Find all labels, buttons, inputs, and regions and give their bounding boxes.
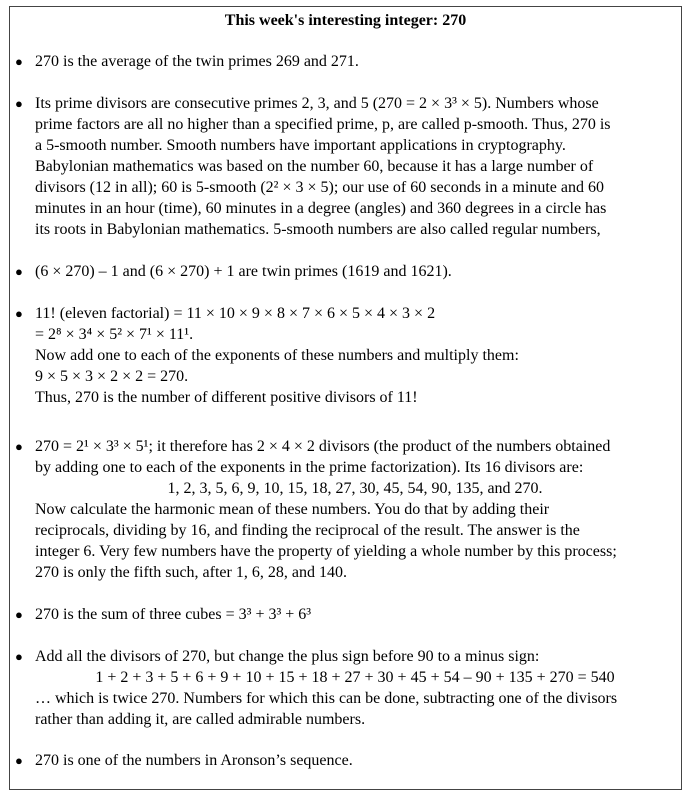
bullet-icon: ● [15,264,23,279]
bullet-icon: ● [15,96,23,111]
list-item: ● (6 × 270) – 1 and (6 × 270) + 1 are twin primes (1619 and 1621). [15,263,452,280]
list-item: ● 270 is the sum of three cubes = 3³ + 3³ + 6³ [15,606,312,623]
bullet-icon: ● [15,649,23,664]
list-item: ● 11! (eleven factorial) = 11 × 10 × 9 × 8 × 7 × 6 × 5 × 4 × 3 × 2 = 2⁸ × 3⁴ × 5² × 7¹ × 11¹. Now add one to each of the exponents of these numbers and multiply them: 9 × 5 × 3 × 2 × 2 = 270. Thus, 270 is the number of different positive divisors of 11! [15,305,519,406]
bullet-icon: ● [15,54,23,69]
bullet-icon: ● [15,306,23,321]
bullet-icon: ● [15,439,23,454]
bullet-icon: ● [15,607,23,622]
list-item: ● 270 is one of the numbers in Aronson’s sequence. [15,752,353,769]
list-item: ● Its prime divisors are consecutive primes 2, 3, and 5 (270 = 2 × 3³ × 5). Numbers whose prime factors are all no higher than a specified prime, p, are called p-smooth. Thus, 270 is a 5-smooth number. Smooth numbers have important applications in cryptography. Babylonian mathematics was based on the number 60, because it has a large number of divisors (12 in all); 60 is 5-smooth (2² × 3 × 5); our use of 60 seconds in a minute and 60 minutes in an hour (time), 60 minutes in a degree (angles) and 360 degrees in a circle has its roots in Babylonian mathematics. 5-smooth numbers are also called regular numbers, [15,95,611,238]
page-title: This week's interesting integer: 270 [224,12,467,29]
bullet-icon: ● [15,753,23,768]
list-item: ● 270 = 2¹ × 3³ × 5¹; it therefore has 2 × 4 × 2 divisors (the product of the numbers obtained by adding one to each of the exponents in the prime factorization). Its 16 divisors are: 1, 2, 3, 5, 6, 9, 10, 15, 18, 27, 30, 45, 54, 90, 135, and 270. Now calculate the harmonic mean of these numbers. You do that by adding their reciprocals, dividing by 16, and finding the reciprocal of the result. The answer is the integer 6. Very few numbers have the property of yielding a whole number by this process; 270 is only the fifth such, after 1, 6, 28, and 140. [15,438,617,581]
content-box [9,6,682,790]
list-item: ● Add all the divisors of 270, but change the plus sign before 90 to a minus sign: 1 + 2 + 3 + 5 + 6 + 9 + 10 + 15 + 18 + 27 + 30 + 45 + 54 – 90 + 135 + 270 = 540 … which is twice 270. Numbers for which this can be done, subtracting one of the divisors rather than adding it, are called admirable numbers. [15,648,618,728]
list-item: ● 270 is the average of the twin primes 269 and 271. [15,53,359,70]
